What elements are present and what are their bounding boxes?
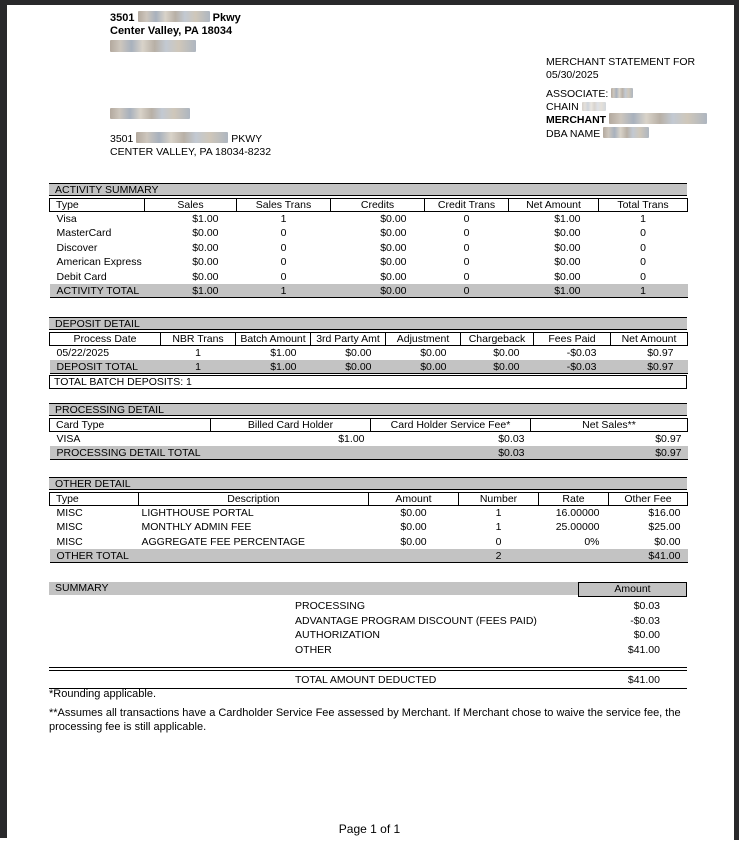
cell: $1.00 <box>270 347 297 359</box>
merchant-line <box>546 113 731 127</box>
cell: $0.00 <box>345 347 372 359</box>
cell: MISC <box>56 535 83 548</box>
cell: MONTHLY ADMIN FEE <box>141 521 252 534</box>
table-row <box>50 241 688 256</box>
cell: 0 <box>280 227 287 240</box>
cell: $0.00 <box>400 507 427 519</box>
column-header: Type <box>50 199 145 212</box>
cell: $0.00 <box>380 270 407 283</box>
column-header: Net Amount <box>611 333 688 346</box>
column-header-row <box>50 493 688 506</box>
chain-label: CHAIN <box>546 100 579 113</box>
cell: 16.00000 <box>555 507 600 519</box>
cell: 1 <box>495 507 502 519</box>
chain-line <box>546 101 731 114</box>
redacted-merchant-name <box>110 108 190 119</box>
cell: Visa <box>56 213 77 225</box>
deposit-detail-section <box>49 317 687 389</box>
summary-divider <box>49 667 687 671</box>
cell: $0.03 <box>498 433 525 445</box>
column-header: Description <box>139 493 369 506</box>
total-cell: 0 <box>425 284 509 298</box>
total-cell: PROCESSING DETAIL TOTAL <box>50 446 211 460</box>
other-rows <box>50 506 688 550</box>
cell: $0.00 <box>400 535 427 548</box>
window-frame-right <box>734 0 739 840</box>
column-header: Net Sales** <box>531 419 688 432</box>
cell: Debit Card <box>56 270 107 283</box>
activity-rows <box>50 212 688 285</box>
redacted-street-name <box>138 11 210 22</box>
total-cell: $0.00 <box>386 360 461 374</box>
column-header: Number <box>459 493 539 506</box>
cell: VISA <box>56 433 81 445</box>
column-header: Sales <box>145 199 237 212</box>
table-row <box>50 535 688 550</box>
column-header-row <box>50 419 688 432</box>
other-total-row <box>50 549 688 563</box>
corporate-address-line1 <box>110 11 241 25</box>
cell: 25.00000 <box>555 521 600 534</box>
cell: $0.00 <box>400 521 427 534</box>
summary-row-value: $41.00 <box>627 643 660 656</box>
deposit-rows <box>50 346 688 361</box>
table-row <box>50 226 688 241</box>
column-header: Total Trans <box>599 199 688 212</box>
cell: MasterCard <box>56 227 112 240</box>
summary-row-value: $0.03 <box>633 600 660 612</box>
section-title-deposit-detail: DEPOSIT DETAIL <box>49 317 687 330</box>
corporate-address <box>110 11 241 52</box>
cell: $1.00 <box>338 433 365 445</box>
cell: $0.00 <box>380 241 407 254</box>
column-header: Net Amount <box>509 199 599 212</box>
summary-section <box>49 581 687 689</box>
column-header: Amount <box>369 493 459 506</box>
column-header: Credit Trans <box>425 199 509 212</box>
cell: MISC <box>56 521 83 534</box>
cell: AGGREGATE FEE PERCENTAGE <box>141 535 306 548</box>
cell: $0.00 <box>192 227 219 240</box>
cell: -$0.03 <box>566 347 597 359</box>
total-cell: -$0.03 <box>534 360 611 374</box>
redacted-dba-name <box>603 127 649 138</box>
column-header: Batch Amount <box>236 333 311 346</box>
corporate-address-line2: Center Valley, PA 18034 <box>110 25 233 37</box>
address-street-type: PKWY <box>231 133 263 145</box>
processing-rows <box>50 432 688 447</box>
processing-detail-section <box>49 403 687 460</box>
cell: $0.00 <box>420 347 447 359</box>
total-cell: $41.00 <box>609 549 688 563</box>
summary-row-value: -$0.03 <box>630 614 660 627</box>
summary-amount-header: Amount <box>578 582 687 597</box>
cell: MISC <box>56 507 83 519</box>
total-cell: 1 <box>161 360 236 374</box>
cell: 0 <box>640 270 646 283</box>
deposit-detail-table <box>49 332 688 374</box>
page-number: Page 1 of 1 <box>338 822 401 836</box>
associate-line <box>546 88 731 101</box>
cell: LIGHTHOUSE PORTAL <box>141 507 254 519</box>
cell: 0 <box>280 256 287 269</box>
cell: $16.00 <box>648 507 681 519</box>
summary-row <box>49 599 687 614</box>
total-cell <box>539 549 609 563</box>
cell: 0 <box>495 535 502 548</box>
cell: 0 <box>463 227 470 240</box>
total-cell: $1.00 <box>509 284 599 298</box>
redacted-chain-id <box>582 102 606 111</box>
window-frame-left <box>0 0 7 838</box>
cell: $0.00 <box>554 270 581 283</box>
cell: 0 <box>640 241 646 254</box>
address-street-type: Pkwy <box>212 12 241 24</box>
merchant-address <box>110 108 271 159</box>
footnotes <box>49 687 697 734</box>
statement-title: MERCHANT STATEMENT FOR <box>546 56 696 68</box>
cell: 0 <box>640 227 646 240</box>
cell: $0.00 <box>380 213 407 225</box>
merchant-address-line2: CENTER VALLEY, PA 18034-8232 <box>110 146 272 158</box>
redacted-street-name <box>136 132 228 143</box>
redacted-address-line <box>110 40 196 52</box>
total-cell: DEPOSIT TOTAL <box>50 360 161 374</box>
cell: 1 <box>195 347 201 359</box>
summary-row <box>49 614 687 629</box>
cell: 0 <box>463 256 470 269</box>
cell: 0 <box>463 241 470 254</box>
summary-row <box>49 643 687 658</box>
cell: $0.97 <box>655 433 682 445</box>
associate-label: ASSOCIATE: <box>546 88 609 100</box>
address-number: 3501 <box>110 12 135 24</box>
table-row <box>50 432 688 447</box>
processing-total-row <box>50 446 688 460</box>
cell: $1.00 <box>192 213 219 225</box>
dba-line <box>546 127 731 141</box>
column-header: Card Holder Service Fee* <box>371 419 531 432</box>
table-row <box>50 520 688 535</box>
total-cell: 1 <box>599 284 688 298</box>
other-detail-section <box>49 477 687 563</box>
cell: $1.00 <box>554 213 581 225</box>
activity-summary-section <box>49 183 687 298</box>
cell: $0.00 <box>380 256 407 269</box>
column-header: Rate <box>539 493 609 506</box>
column-header: Type <box>50 493 139 506</box>
summary-total-value: $41.00 <box>627 674 660 687</box>
column-header: Other Fee <box>609 493 688 506</box>
redacted-merchant-id <box>609 113 707 124</box>
total-cell <box>211 446 371 460</box>
section-title-processing-detail: PROCESSING DETAIL <box>49 403 687 416</box>
cell: $0.00 <box>192 256 219 269</box>
statement-info <box>546 56 731 140</box>
statement-date: 05/30/2025 <box>546 68 599 81</box>
cell: $0.00 <box>493 347 520 359</box>
footnote-rounding: *Rounding applicable. <box>49 688 157 700</box>
total-cell: $0.97 <box>611 360 688 374</box>
cell: $0.00 <box>554 227 581 240</box>
table-row <box>50 346 688 361</box>
total-cell: $0.00 <box>331 284 425 298</box>
summary-row-label: AUTHORIZATION <box>295 629 380 642</box>
cell: $0.00 <box>554 256 581 269</box>
total-cell: OTHER TOTAL <box>50 549 139 563</box>
cell: American Express <box>56 256 142 269</box>
cell: 1 <box>280 213 287 225</box>
total-cell: $0.97 <box>531 446 688 460</box>
cell: $0.00 <box>192 270 219 283</box>
column-header: Sales Trans <box>237 199 331 212</box>
table-row <box>50 270 688 285</box>
cell: 0 <box>463 270 470 283</box>
cell: Discover <box>56 241 98 254</box>
merchant-label: MERCHANT <box>546 114 607 126</box>
redacted-associate-id <box>611 88 633 98</box>
other-detail-table <box>49 492 688 563</box>
summary-total-label: TOTAL AMOUNT DEDUCTED <box>295 674 437 687</box>
column-header: Credits <box>331 199 425 212</box>
total-cell: $0.00 <box>311 360 386 374</box>
summary-row-value: $0.00 <box>633 629 660 642</box>
cell: 1 <box>640 213 646 225</box>
cell: $0.00 <box>380 227 407 240</box>
total-cell <box>369 549 459 563</box>
summary-rows <box>49 599 687 657</box>
column-header: NBR Trans <box>161 333 236 346</box>
total-cell: $0.00 <box>461 360 534 374</box>
column-header: Chargeback <box>461 333 534 346</box>
column-header: Billed Card Holder <box>211 419 371 432</box>
total-cell: $1.00 <box>236 360 311 374</box>
cell: $0.97 <box>647 347 674 359</box>
activity-summary-table <box>49 198 688 298</box>
summary-row-label: ADVANTAGE PROGRAM DISCOUNT (FEES PAID) <box>295 614 537 627</box>
section-title-other-detail: OTHER DETAIL <box>49 477 687 490</box>
cell: $0.00 <box>192 241 219 254</box>
address-number: 3501 <box>110 133 134 145</box>
total-batch-deposits: TOTAL BATCH DEPOSITS: 1 <box>49 375 687 389</box>
merchant-address-line1 <box>110 132 271 146</box>
cell: $25.00 <box>648 521 681 534</box>
deposit-total-row <box>50 360 688 374</box>
cell: 0 <box>640 256 646 269</box>
total-cell <box>139 549 369 563</box>
column-header: Fees Paid <box>534 333 611 346</box>
cell: $0.00 <box>654 535 681 548</box>
cell: 05/22/2025 <box>56 347 110 359</box>
processing-detail-table <box>49 418 688 460</box>
column-header: 3rd Party Amt <box>311 333 386 346</box>
column-header-row <box>50 199 688 212</box>
total-cell: $0.03 <box>371 446 531 460</box>
table-row <box>50 255 688 270</box>
total-cell: 1 <box>237 284 331 298</box>
column-header-row <box>50 333 688 346</box>
cell: 0 <box>280 241 287 254</box>
section-title-activity-summary: ACTIVITY SUMMARY <box>49 183 687 196</box>
table-row <box>50 506 688 521</box>
section-title-summary: SUMMARY <box>49 582 687 595</box>
column-header: Process Date <box>50 333 161 346</box>
window-frame-top <box>0 0 739 5</box>
cell: 1 <box>495 521 502 534</box>
cell: 0% <box>584 535 600 548</box>
cell: 0 <box>280 270 287 283</box>
cell: $0.00 <box>554 241 581 254</box>
summary-row <box>49 628 687 643</box>
total-cell: $1.00 <box>145 284 237 298</box>
summary-row-label: PROCESSING <box>295 600 366 612</box>
table-row <box>50 212 688 227</box>
activity-total-row <box>50 284 688 298</box>
total-cell: ACTIVITY TOTAL <box>50 284 145 298</box>
cell: 0 <box>463 213 470 225</box>
summary-row-label: OTHER <box>295 643 332 656</box>
footnote-service-fee: **Assumes all transactions have a Cardholder Service Fee assessed by Merchant. If Merchant chose to waive the service fee, the processing fee is still applicable. <box>49 707 681 733</box>
column-header: Adjustment <box>386 333 461 346</box>
total-cell: 2 <box>459 549 539 563</box>
column-header: Card Type <box>50 419 211 432</box>
dba-label: DBA NAME <box>546 127 601 140</box>
